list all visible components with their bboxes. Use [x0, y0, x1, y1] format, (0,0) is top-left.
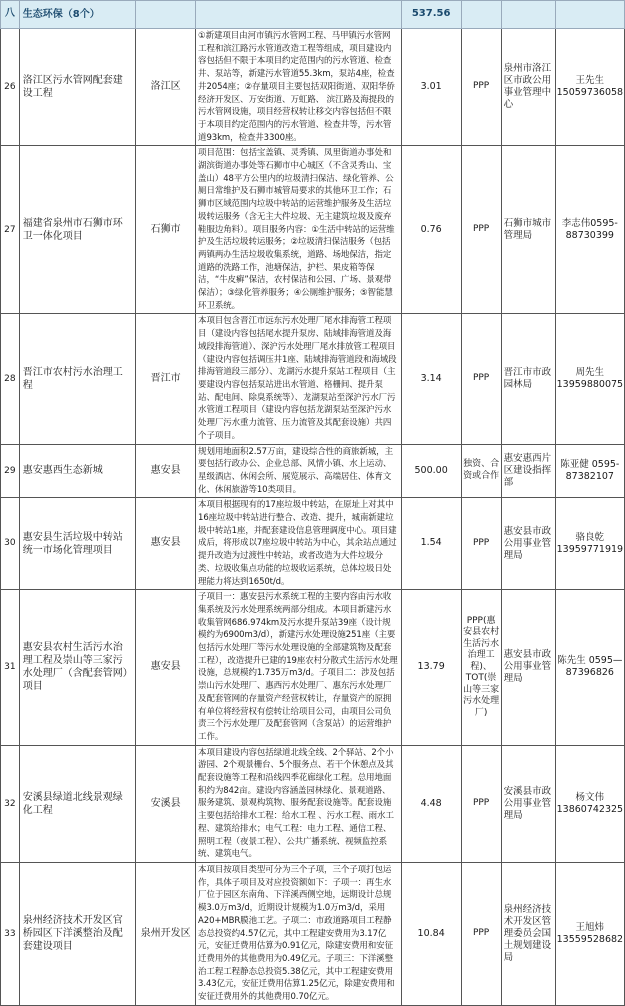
- section-empty-mode: [461, 1, 501, 29]
- row-number: 28: [1, 314, 20, 444]
- section-empty-area: [136, 1, 196, 29]
- project-investment: 500.00: [401, 444, 461, 498]
- project-unit: 石狮市城市管理局: [501, 146, 555, 314]
- row-number: 31: [1, 590, 20, 745]
- section-header-row: [1, 1, 625, 29]
- project-investment: 13.79: [401, 590, 461, 745]
- project-unit: 泉州市洛江区市政公用事业管理中心: [501, 29, 555, 146]
- project-unit: 安溪县市政公用事业管理局: [501, 745, 555, 862]
- row-number: 33: [1, 863, 20, 1006]
- project-area: 惠安县: [136, 590, 196, 745]
- project-contact: 李志伟0595-88730399: [555, 146, 624, 314]
- project-mode: PPP: [461, 314, 501, 444]
- project-name: 安溪县绿道北线景观绿化工程: [19, 745, 135, 862]
- project-unit: 惠安县市政公用事业管理局: [501, 498, 555, 590]
- project-mode: PPP: [461, 863, 501, 1006]
- project-area: 惠安县: [136, 498, 196, 590]
- project-area: 石狮市: [136, 146, 196, 314]
- project-contact: 陈亚健 0595-87382107: [555, 444, 624, 498]
- project-area: 洛江区: [136, 29, 196, 146]
- project-mode: PPP: [461, 498, 501, 590]
- project-unit: 晋江市市政园林局: [501, 314, 555, 444]
- project-mode: PPP(惠安县农村生活污水治理工程)、TOT(崇山等三家污水处理厂): [461, 590, 501, 745]
- project-name: 洛江区污水管网配套建设工程: [19, 29, 135, 146]
- project-contact: 骆良乾 13959771919: [555, 498, 624, 590]
- project-contact: 王旭炜 13559528682: [555, 863, 624, 1006]
- project-investment: 0.76: [401, 146, 461, 314]
- project-description: 本项目根据现有的17座垃圾中转站，在原址上对其中16座垃圾中转站进行整合、改造、提升，城南新建垃圾中转站1座，并配套建设信息管理调度中心。项目建成后，将形成以7座垃圾中转站为中心，其余站点通过提升改造为过渡性中转站，或者改造为大件垃圾分类、垃圾收集点功能的垃圾收运系统，总体垃圾日处理能力将达到1650t/d。: [196, 498, 402, 590]
- project-mode: PPP: [461, 146, 501, 314]
- project-description: 本项目包含晋江市远东污水处理厂尾水排海管工程项目（建设内容包括尾水提升泵房、陆域排海管道及海域段排海管道）、深沪污水处理厂尾水排放管工程项目（建设内容包括调压井1座、陆域排海管道段和海域段排海管道段三部分）、龙湖污水提升泵站工程项目（主要建设内容包括泵站进出水管道、格栅间、提升泵站、配电间、除臭系统等）、龙湖泵站至深沪污水厂污水管道工程项目（建设内容包括龙湖泵站至深沪污水处理厂污水重力流管、压力流管及其配套设施）共四个子项目。: [196, 314, 402, 444]
- project-name: 晋江市农村污水治理工程: [19, 314, 135, 444]
- project-name: 惠安县农村生活污水治理工程及崇山等三家污水处理厂（含配套管网）项目: [19, 590, 135, 745]
- row-number: 32: [1, 745, 20, 862]
- table-row: [1, 29, 625, 146]
- row-number: 29: [1, 444, 20, 498]
- project-contact: 王先生 15059736058: [555, 29, 624, 146]
- row-number: 26: [1, 29, 20, 146]
- section-empty-unit: [501, 1, 555, 29]
- table-row: [1, 863, 625, 1006]
- project-area: 惠安县: [136, 444, 196, 498]
- project-description: 规划用地面积2.57万亩，建设综合性的商旅新城，主要包括行政办公、企业总部、风情小镇、水上运动、星级酒店、休闲会所、展览展示、高端居住、体育文化、休闲旅游等10类项目。: [196, 444, 402, 498]
- table-row: [1, 745, 625, 862]
- project-name: 泉州经济技术开发区官桥园区下洋溪整治及配套建设项目: [19, 863, 135, 1006]
- section-total-investment: 537.56: [401, 1, 461, 29]
- project-unit: 惠安惠西片区建设指挥部: [501, 444, 555, 498]
- row-number: 27: [1, 146, 20, 314]
- project-mode: PPP: [461, 745, 501, 862]
- project-investment: 4.48: [401, 745, 461, 862]
- table-row: [1, 314, 625, 444]
- table-row: [1, 146, 625, 314]
- project-investment: 10.84: [401, 863, 461, 1006]
- project-contact: 周先生 13959880075: [555, 314, 624, 444]
- table-row: [1, 498, 625, 590]
- project-mode: PPP: [461, 29, 501, 146]
- section-empty-contact: [555, 1, 624, 29]
- project-contact: 陈先生 0595—87396826: [555, 590, 624, 745]
- project-area: 晋江市: [136, 314, 196, 444]
- project-description: 本项目按项目类型可分为三个子项，三个子项打包运作，具体子项目及对应投资额如下：子项一：再生水厂位于园区东南角、下洋溪西侧空地，远期设计总规模3.0万m3/d，近期设计规模为1.0万m3/d，采用A20+MBR膜池工艺。子项二：市政道路项目工程静态总投资约4.57亿元，其中工程建安费用为3.17亿元，安征迁费用估算为0.91亿元，除建安费用和安征迁费用外的其他费用为0.49亿元。子项三：下洋溪整治工程工程静态总投资5.38亿元，其中工程建安费用3.43亿元，安征迁费用估算1.25亿元，除建安费用和安征迁费用外的其他费用0.70亿元。: [196, 863, 402, 1006]
- project-area: 安溪县: [136, 745, 196, 862]
- project-description: 项目范围：包括宝盖镇、灵秀镇、凤里街道办事处和湖滨街道办事处等石狮市中心城区（不含灵秀山、宝盖山）48平方公里内的垃圾清扫保洁、绿化管养、公厕日常维护及石狮市城管局要求的其他环卫工作；石狮市区域范围内垃圾中转站的运营维护服务及生活垃圾转运服务（含无主大件垃圾、无主建筑垃圾及废弃鞋服边角料）。项目服务内容：①生活中转站的运营维护及生活垃圾转运服务；②垃圾清扫保洁服务（包括两镇两办生活垃圾收集系统，道路、场地保洁，指定道路的洗路工作，池塘保洁，护栏、果皮箱等保洁，“牛皮癣”保洁，农村保洁和公园、广场、景观带保洁）；③绿化管养服务；④公厕维护服务；⑤智能慧环卫系统。: [196, 146, 402, 314]
- project-investment: 3.01: [401, 29, 461, 146]
- project-description: 子项目一：惠安县污水系统工程的主要内容由污水收集系统及污水处理系统两部分组成。本项目新建污水收集管网686.974km及污水提升泵站39座（设计规模约为6900m3/d），新建污水处理设施251座（主要包括污水处理厂等污水处理设施的全部建筑物及配套工程），改造提升已建的19座农村分散式生活污水处理设施，总规模约1.735万m3/d。子项目二：涉及包括崇山污水处理厂、惠西污水处理厂、惠东污水处理厂及配套管网的存量资产经营权转让，存量资产的原拥有单位将经营权有偿转让给项目公司，由项目公司负责三个污水处理厂及配套管网（含泵站）的运营维护工作。: [196, 590, 402, 745]
- project-name: 惠安县生活垃圾中转站统一市场化管理项目: [19, 498, 135, 590]
- project-description: 本项目建设内容包括绿道北线全线、2个驿站、2个小游园、2个观景栅台、5个服务点、若干个休憩点及其配套设施等工程和沿线四季花廊绿化工程。总用地面积约为842亩。建设内容涵盖园林绿化、景观道路、服务建筑、景观构筑物、服务配套设施等。配套设施主要包括给排水工程：给水工程 、污水工程、雨水工程、建筑给排水；电气工程：电力工程、通信工程、照明工程（夜景工程）、公共广播系统、视频监控系统、建筑电气。: [196, 745, 402, 862]
- project-description: ①新建项目由河市镇污水管网工程、马甲镇污水管网工程和滨江路污水管道改造工程等组成，项目建设内容包括但不限于本项目约定范围内的污水管道、检查井、泵站等，新建污水管道55.3km，泵站4座，检查井2054座；②存量项目主要包括双阳街道、双阳华侨经济开发区、万安街道、万虹路、 滨江路及海提段的污水管网设施，项目经营权转让移交内容包括但不限于本项目约定范围内的污水管道、检查井等，污水管道93km，检查井3300座。: [196, 29, 402, 146]
- row-number: 30: [1, 498, 20, 590]
- project-name: 惠安惠西生态新城: [19, 444, 135, 498]
- project-mode: 独资、合资或合作: [461, 444, 501, 498]
- project-contact: 杨文伟 13860742325: [555, 745, 624, 862]
- project-name: 福建省泉州市石狮市环卫一体化项目: [19, 146, 135, 314]
- project-investment: 3.14: [401, 314, 461, 444]
- section-title: 生态环保（8个）: [19, 1, 135, 29]
- project-investment: 1.54: [401, 498, 461, 590]
- section-empty-desc: [196, 1, 402, 29]
- table-row: [1, 444, 625, 498]
- section-number: 八: [1, 1, 20, 29]
- project-unit: 泉州经济技术开发区管理委员会国土规划建设局: [501, 863, 555, 1006]
- project-unit: 惠安县市政公用事业管理局: [501, 590, 555, 745]
- table-row: [1, 590, 625, 745]
- project-area: 泉州开发区: [136, 863, 196, 1006]
